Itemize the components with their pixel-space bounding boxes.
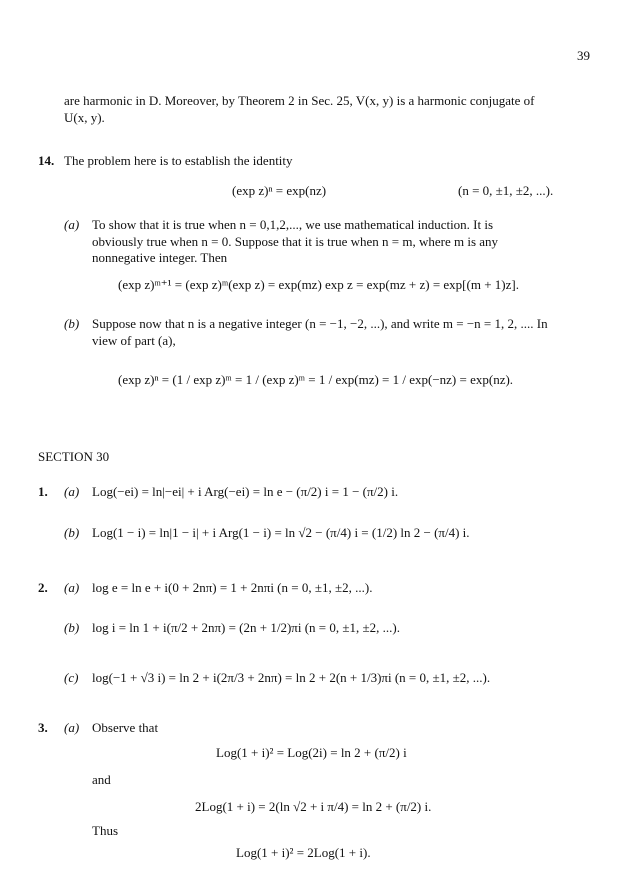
problem-14-b-label: (b) (64, 316, 80, 331)
problem-14-number: 14. (38, 153, 55, 168)
s30-problem-1-a-label: (a) (64, 484, 80, 499)
section-title: SECTION 30 (38, 449, 110, 464)
problem-14-identity: (exp z)ⁿ = exp(nz) (232, 183, 327, 198)
s30-problem-3-observe: Observe that (92, 720, 159, 735)
s30-problem-3-thus: Thus (92, 823, 118, 838)
s30-problem-2-c-equation: log(−1 + √3 i) = ln 2 + i(2π/3 + 2nπ) = ln 2 + 2(n + 1/3)πi (n = 0, ±1, ±2, ...). (92, 670, 491, 685)
problem-14-b-equation: (exp z)ⁿ = (1 / exp z)ᵐ = 1 / (exp z)ᵐ = 1 / exp(mz) = 1 / exp(−nz) = exp(nz). (118, 372, 514, 387)
s30-problem-1-a-equation: Log(−ei) = ln|−ei| + i Arg(−ei) = ln e − (π/2) i = 1 − (π/2) i. (92, 484, 399, 499)
s30-problem-3-equation-3: Log(1 + i)² = 2Log(1 + i). (236, 845, 371, 860)
intro-line-2: U(x, y). (64, 110, 105, 125)
s30-problem-2-b-label: (b) (64, 620, 80, 635)
s30-problem-2-a-equation: log e = ln e + i(0 + 2nπ) = 1 + 2nπi (n = 0, ±1, ±2, ...). (92, 580, 373, 595)
s30-problem-1-b-label: (b) (64, 525, 80, 540)
s30-problem-3-a-label: (a) (64, 720, 80, 735)
problem-14-b-line-1: Suppose now that n is a negative integer (n = −1, −2, ...), and write m = −n = 1, 2, .... In (92, 316, 548, 331)
s30-problem-2-a-label: (a) (64, 580, 80, 595)
problem-14-a-line-2: obviously true when n = 0. Suppose that it is true when n = m, where m is any (92, 234, 499, 249)
problem-14-a-line-3: nonnegative integer. Then (92, 250, 228, 265)
s30-problem-3-equation-2: 2Log(1 + i) = 2(ln √2 + i π/4) = ln 2 + (π/2) i. (195, 799, 432, 814)
problem-14-a-line-1: To show that it is true when n = 0,1,2,..., we use mathematical induction. It is (92, 217, 494, 232)
s30-problem-3-number: 3. (38, 720, 48, 735)
s30-problem-3-equation-1: Log(1 + i)² = Log(2i) = ln 2 + (π/2) i (216, 745, 407, 760)
problem-14-b-line-2: view of part (a), (92, 333, 176, 348)
s30-problem-3-and: and (92, 772, 111, 787)
problem-14-a-label: (a) (64, 217, 80, 232)
s30-problem-2-number: 2. (38, 580, 48, 595)
s30-problem-2-c-label: (c) (64, 670, 79, 685)
s30-problem-1-b-equation: Log(1 − i) = ln|1 − i| + i Arg(1 − i) = ln √2 − (π/4) i = (1/2) ln 2 − (π/4) i. (92, 525, 470, 540)
problem-14-statement: The problem here is to establish the identity (64, 153, 293, 168)
page-number: 39 (577, 48, 590, 63)
intro-line-1: are harmonic in D. Moreover, by Theorem 2 in Sec. 25, V(x, y) is a harmonic conjugate of (64, 93, 535, 108)
problem-14-a-equation: (exp z)ᵐ⁺¹ = (exp z)ᵐ(exp z) = exp(mz) exp z = exp(mz + z) = exp[(m + 1)z]. (118, 277, 519, 292)
s30-problem-2-b-equation: log i = ln 1 + i(π/2 + 2nπ) = (2n + 1/2)πi (n = 0, ±1, ±2, ...). (92, 620, 400, 635)
s30-problem-1-number: 1. (38, 484, 48, 499)
problem-14-identity-condition: (n = 0, ±1, ±2, ...). (458, 183, 554, 198)
